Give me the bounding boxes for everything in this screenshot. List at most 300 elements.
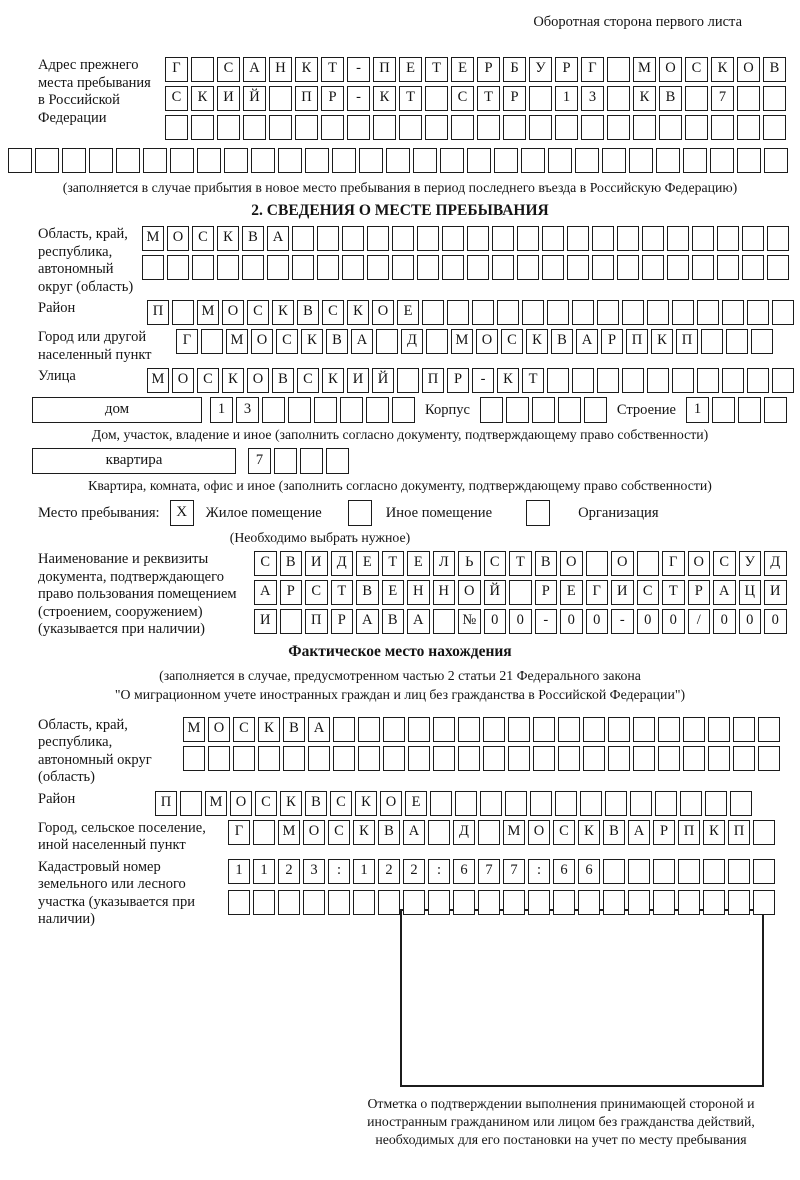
char-box[interactable]: 0 xyxy=(713,609,736,634)
char-box[interactable]: М xyxy=(197,300,219,325)
char-box[interactable] xyxy=(483,746,505,771)
char-box[interactable] xyxy=(710,148,734,173)
char-box[interactable]: Р xyxy=(477,57,500,82)
char-box[interactable] xyxy=(453,890,475,915)
char-box[interactable]: Г xyxy=(581,57,604,82)
char-box[interactable]: С xyxy=(254,551,277,576)
char-box[interactable] xyxy=(680,791,702,816)
char-box[interactable]: 2 xyxy=(378,859,400,884)
char-box[interactable]: К xyxy=(322,368,344,393)
char-box[interactable] xyxy=(392,255,414,280)
house-type-input[interactable]: дом xyxy=(32,397,202,423)
char-box[interactable] xyxy=(728,859,750,884)
char-box[interactable] xyxy=(653,890,675,915)
char-box[interactable] xyxy=(288,397,311,423)
char-box[interactable]: Т xyxy=(477,86,500,111)
char-box[interactable] xyxy=(467,226,489,251)
char-box[interactable]: К xyxy=(217,226,239,251)
char-box[interactable] xyxy=(170,148,194,173)
char-box[interactable]: : xyxy=(328,859,350,884)
char-box[interactable] xyxy=(633,115,656,140)
char-box[interactable] xyxy=(683,717,705,742)
char-box[interactable] xyxy=(753,890,775,915)
char-box[interactable]: В xyxy=(378,820,400,845)
char-box[interactable]: В xyxy=(326,329,348,354)
char-box[interactable]: О xyxy=(303,820,325,845)
char-box[interactable] xyxy=(628,890,650,915)
char-box[interactable] xyxy=(308,746,330,771)
char-box[interactable] xyxy=(303,890,325,915)
char-box[interactable]: 0 xyxy=(586,609,609,634)
char-box[interactable]: С xyxy=(328,820,350,845)
char-box[interactable] xyxy=(747,300,769,325)
char-box[interactable]: В xyxy=(356,580,379,605)
char-box[interactable] xyxy=(408,746,430,771)
char-box[interactable] xyxy=(633,746,655,771)
char-box[interactable] xyxy=(433,609,456,634)
char-box[interactable]: О xyxy=(737,57,760,82)
char-box[interactable] xyxy=(658,746,680,771)
char-box[interactable] xyxy=(703,859,725,884)
char-box[interactable] xyxy=(383,746,405,771)
char-box[interactable]: Е xyxy=(356,551,379,576)
char-box[interactable] xyxy=(528,890,550,915)
char-box[interactable] xyxy=(685,115,708,140)
char-box[interactable]: 2 xyxy=(278,859,300,884)
char-box[interactable] xyxy=(426,329,448,354)
char-box[interactable]: Й xyxy=(372,368,394,393)
char-box[interactable]: П xyxy=(295,86,318,111)
char-box[interactable] xyxy=(8,148,32,173)
char-box[interactable]: К xyxy=(258,717,280,742)
char-box[interactable] xyxy=(428,890,450,915)
char-box[interactable] xyxy=(267,255,289,280)
char-box[interactable] xyxy=(167,255,189,280)
char-box[interactable]: У xyxy=(529,57,552,82)
char-box[interactable]: Т xyxy=(425,57,448,82)
char-box[interactable] xyxy=(392,397,415,423)
char-box[interactable]: К xyxy=(651,329,673,354)
char-box[interactable]: А xyxy=(267,226,289,251)
char-box[interactable]: 2 xyxy=(403,859,425,884)
char-box[interactable] xyxy=(672,368,694,393)
char-box[interactable] xyxy=(607,57,630,82)
char-box[interactable] xyxy=(763,86,786,111)
char-box[interactable] xyxy=(425,86,448,111)
char-box[interactable]: П xyxy=(678,820,700,845)
char-box[interactable]: 0 xyxy=(637,609,660,634)
char-box[interactable] xyxy=(378,890,400,915)
char-box[interactable]: Г xyxy=(165,57,188,82)
char-box[interactable] xyxy=(217,115,240,140)
char-box[interactable]: Б xyxy=(503,57,526,82)
char-box[interactable] xyxy=(708,746,730,771)
char-box[interactable] xyxy=(607,115,630,140)
char-box[interactable] xyxy=(517,226,539,251)
char-box[interactable]: М xyxy=(451,329,473,354)
char-box[interactable] xyxy=(763,115,786,140)
char-box[interactable] xyxy=(314,397,337,423)
char-box[interactable] xyxy=(477,115,500,140)
char-box[interactable]: Н xyxy=(407,580,430,605)
char-box[interactable]: Р xyxy=(280,580,303,605)
char-box[interactable] xyxy=(332,148,356,173)
char-box[interactable] xyxy=(440,148,464,173)
char-box[interactable] xyxy=(358,717,380,742)
char-box[interactable] xyxy=(333,746,355,771)
char-box[interactable] xyxy=(733,746,755,771)
char-box[interactable]: О xyxy=(251,329,273,354)
char-box[interactable] xyxy=(583,717,605,742)
char-box[interactable]: А xyxy=(356,609,379,634)
char-box[interactable] xyxy=(692,226,714,251)
char-box[interactable] xyxy=(653,859,675,884)
char-box[interactable]: О xyxy=(380,791,402,816)
char-box[interactable]: - xyxy=(472,368,494,393)
char-box[interactable] xyxy=(191,115,214,140)
char-box[interactable] xyxy=(228,890,250,915)
char-box[interactable] xyxy=(251,148,275,173)
char-box[interactable]: Г xyxy=(586,580,609,605)
char-box[interactable] xyxy=(172,300,194,325)
char-box[interactable] xyxy=(392,226,414,251)
apartment-type-input[interactable]: квартира xyxy=(32,448,236,474)
char-box[interactable] xyxy=(617,226,639,251)
char-box[interactable]: О xyxy=(167,226,189,251)
char-box[interactable] xyxy=(269,86,292,111)
char-box[interactable] xyxy=(317,226,339,251)
char-box[interactable]: К xyxy=(578,820,600,845)
char-box[interactable] xyxy=(508,746,530,771)
char-box[interactable] xyxy=(262,397,285,423)
char-box[interactable]: В xyxy=(280,551,303,576)
char-box[interactable]: 7 xyxy=(248,448,271,474)
char-box[interactable] xyxy=(472,300,494,325)
char-box[interactable]: - xyxy=(535,609,558,634)
char-box[interactable] xyxy=(542,255,564,280)
char-box[interactable] xyxy=(492,255,514,280)
char-box[interactable] xyxy=(605,791,627,816)
char-box[interactable]: А xyxy=(403,820,425,845)
char-box[interactable]: А xyxy=(254,580,277,605)
char-box[interactable]: К xyxy=(353,820,375,845)
char-box[interactable] xyxy=(89,148,113,173)
char-box[interactable] xyxy=(558,746,580,771)
char-box[interactable] xyxy=(451,115,474,140)
char-box[interactable] xyxy=(433,746,455,771)
char-box[interactable] xyxy=(717,255,739,280)
char-box[interactable] xyxy=(522,300,544,325)
char-box[interactable]: 7 xyxy=(478,859,500,884)
char-box[interactable] xyxy=(672,300,694,325)
char-box[interactable] xyxy=(483,717,505,742)
char-box[interactable]: Т xyxy=(522,368,544,393)
char-box[interactable]: С xyxy=(276,329,298,354)
char-box[interactable]: В xyxy=(763,57,786,82)
char-box[interactable] xyxy=(347,115,370,140)
char-box[interactable]: А xyxy=(576,329,598,354)
char-box[interactable] xyxy=(548,148,572,173)
char-box[interactable]: С xyxy=(322,300,344,325)
char-box[interactable] xyxy=(733,717,755,742)
char-box[interactable]: С xyxy=(553,820,575,845)
char-box[interactable] xyxy=(358,746,380,771)
char-box[interactable]: В xyxy=(242,226,264,251)
char-box[interactable]: - xyxy=(347,57,370,82)
char-box[interactable]: Г xyxy=(176,329,198,354)
char-box[interactable]: Т xyxy=(662,580,685,605)
char-box[interactable]: И xyxy=(764,580,787,605)
char-box[interactable] xyxy=(575,148,599,173)
char-box[interactable]: А xyxy=(628,820,650,845)
char-box[interactable] xyxy=(658,717,680,742)
char-box[interactable] xyxy=(567,226,589,251)
char-box[interactable] xyxy=(767,255,789,280)
char-box[interactable] xyxy=(697,368,719,393)
char-box[interactable]: Н xyxy=(269,57,292,82)
char-box[interactable] xyxy=(630,791,652,816)
char-box[interactable]: Р xyxy=(331,609,354,634)
char-box[interactable] xyxy=(555,791,577,816)
char-box[interactable] xyxy=(764,397,787,423)
char-box[interactable] xyxy=(224,148,248,173)
char-box[interactable]: 1 xyxy=(228,859,250,884)
char-box[interactable] xyxy=(583,746,605,771)
char-box[interactable]: Г xyxy=(228,820,250,845)
char-box[interactable] xyxy=(602,148,626,173)
char-box[interactable]: К xyxy=(373,86,396,111)
char-box[interactable] xyxy=(506,397,529,423)
char-box[interactable]: 3 xyxy=(303,859,325,884)
char-box[interactable]: И xyxy=(347,368,369,393)
char-box[interactable] xyxy=(738,397,761,423)
char-box[interactable] xyxy=(751,329,773,354)
char-box[interactable] xyxy=(581,115,604,140)
char-box[interactable] xyxy=(628,859,650,884)
char-box[interactable] xyxy=(683,746,705,771)
char-box[interactable] xyxy=(772,368,794,393)
char-box[interactable] xyxy=(629,148,653,173)
char-box[interactable] xyxy=(180,791,202,816)
char-box[interactable]: П xyxy=(305,609,328,634)
char-box[interactable] xyxy=(417,255,439,280)
char-box[interactable] xyxy=(655,791,677,816)
char-box[interactable] xyxy=(758,746,780,771)
char-box[interactable] xyxy=(597,368,619,393)
char-box[interactable]: В xyxy=(305,791,327,816)
char-box[interactable]: П xyxy=(373,57,396,82)
char-box[interactable] xyxy=(521,148,545,173)
char-box[interactable] xyxy=(458,717,480,742)
char-box[interactable] xyxy=(497,300,519,325)
char-box[interactable] xyxy=(529,115,552,140)
char-box[interactable] xyxy=(701,329,723,354)
char-box[interactable] xyxy=(572,300,594,325)
char-box[interactable] xyxy=(728,890,750,915)
char-box[interactable]: Е xyxy=(405,791,427,816)
char-box[interactable]: К xyxy=(633,86,656,111)
char-box[interactable]: С xyxy=(233,717,255,742)
char-box[interactable]: С xyxy=(165,86,188,111)
char-box[interactable]: Ь xyxy=(458,551,481,576)
char-box[interactable] xyxy=(326,448,349,474)
char-box[interactable] xyxy=(366,397,389,423)
char-box[interactable] xyxy=(692,255,714,280)
char-box[interactable] xyxy=(558,717,580,742)
char-box[interactable]: 6 xyxy=(553,859,575,884)
char-box[interactable]: А xyxy=(243,57,266,82)
char-box[interactable]: 0 xyxy=(484,609,507,634)
char-box[interactable] xyxy=(359,148,383,173)
char-box[interactable] xyxy=(458,746,480,771)
char-box[interactable] xyxy=(340,397,363,423)
char-box[interactable] xyxy=(253,890,275,915)
char-box[interactable]: С xyxy=(501,329,523,354)
char-box[interactable] xyxy=(300,448,323,474)
char-box[interactable] xyxy=(191,57,214,82)
char-box[interactable]: 7 xyxy=(503,859,525,884)
char-box[interactable] xyxy=(542,226,564,251)
char-box[interactable]: К xyxy=(703,820,725,845)
char-box[interactable] xyxy=(742,226,764,251)
char-box[interactable] xyxy=(430,791,452,816)
char-box[interactable]: А xyxy=(713,580,736,605)
char-box[interactable] xyxy=(467,148,491,173)
char-box[interactable] xyxy=(183,746,205,771)
char-box[interactable]: Т xyxy=(331,580,354,605)
char-box[interactable]: И xyxy=(217,86,240,111)
char-box[interactable] xyxy=(578,890,600,915)
char-box[interactable]: К xyxy=(301,329,323,354)
char-box[interactable] xyxy=(208,746,230,771)
char-box[interactable]: Т xyxy=(399,86,422,111)
char-box[interactable] xyxy=(567,255,589,280)
char-box[interactable] xyxy=(428,820,450,845)
char-box[interactable] xyxy=(758,717,780,742)
char-box[interactable] xyxy=(603,890,625,915)
char-box[interactable] xyxy=(617,255,639,280)
char-box[interactable]: Т xyxy=(509,551,532,576)
char-box[interactable]: М xyxy=(142,226,164,251)
char-box[interactable] xyxy=(376,329,398,354)
char-box[interactable]: М xyxy=(147,368,169,393)
char-box[interactable]: П xyxy=(155,791,177,816)
char-box[interactable]: Т xyxy=(382,551,405,576)
char-box[interactable]: 0 xyxy=(662,609,685,634)
char-box[interactable]: Е xyxy=(407,551,430,576)
char-box[interactable] xyxy=(480,791,502,816)
char-box[interactable] xyxy=(580,791,602,816)
char-box[interactable]: М xyxy=(278,820,300,845)
char-box[interactable] xyxy=(772,300,794,325)
char-box[interactable] xyxy=(321,115,344,140)
char-box[interactable] xyxy=(478,890,500,915)
char-box[interactable]: К xyxy=(347,300,369,325)
char-box[interactable]: 6 xyxy=(453,859,475,884)
char-box[interactable]: К xyxy=(191,86,214,111)
char-box[interactable]: К xyxy=(295,57,318,82)
char-box[interactable]: С xyxy=(247,300,269,325)
char-box[interactable] xyxy=(708,717,730,742)
char-box[interactable]: С xyxy=(305,580,328,605)
char-box[interactable] xyxy=(433,717,455,742)
char-box[interactable]: О xyxy=(659,57,682,82)
char-box[interactable] xyxy=(697,300,719,325)
char-box[interactable] xyxy=(753,820,775,845)
char-box[interactable] xyxy=(201,329,223,354)
char-box[interactable] xyxy=(467,255,489,280)
char-box[interactable] xyxy=(597,300,619,325)
char-box[interactable] xyxy=(592,255,614,280)
char-box[interactable]: С xyxy=(255,791,277,816)
char-box[interactable]: 6 xyxy=(578,859,600,884)
char-box[interactable]: Н xyxy=(433,580,456,605)
char-box[interactable] xyxy=(165,115,188,140)
char-box[interactable] xyxy=(553,890,575,915)
char-box[interactable]: Р xyxy=(653,820,675,845)
char-box[interactable]: 0 xyxy=(739,609,762,634)
char-box[interactable]: П xyxy=(147,300,169,325)
char-box[interactable] xyxy=(269,115,292,140)
char-box[interactable]: С xyxy=(197,368,219,393)
char-box[interactable]: С xyxy=(637,580,660,605)
other-premises-checkbox[interactable] xyxy=(348,500,372,526)
char-box[interactable] xyxy=(116,148,140,173)
char-box[interactable] xyxy=(637,551,660,576)
char-box[interactable] xyxy=(280,609,303,634)
char-box[interactable] xyxy=(642,226,664,251)
char-box[interactable] xyxy=(517,255,539,280)
char-box[interactable] xyxy=(333,717,355,742)
char-box[interactable]: О xyxy=(230,791,252,816)
char-box[interactable] xyxy=(753,859,775,884)
char-box[interactable]: Р xyxy=(535,580,558,605)
char-box[interactable] xyxy=(258,746,280,771)
char-box[interactable] xyxy=(328,890,350,915)
char-box[interactable]: Е xyxy=(451,57,474,82)
char-box[interactable] xyxy=(373,115,396,140)
char-box[interactable] xyxy=(480,397,503,423)
char-box[interactable] xyxy=(422,300,444,325)
char-box[interactable]: С xyxy=(217,57,240,82)
char-box[interactable] xyxy=(647,300,669,325)
char-box[interactable] xyxy=(737,115,760,140)
char-box[interactable] xyxy=(547,300,569,325)
char-box[interactable] xyxy=(197,148,221,173)
char-box[interactable] xyxy=(386,148,410,173)
char-box[interactable]: Л xyxy=(433,551,456,576)
char-box[interactable] xyxy=(678,890,700,915)
char-box[interactable] xyxy=(603,859,625,884)
char-box[interactable]: Д xyxy=(331,551,354,576)
char-box[interactable] xyxy=(712,397,735,423)
char-box[interactable] xyxy=(722,368,744,393)
char-box[interactable]: С xyxy=(192,226,214,251)
char-box[interactable] xyxy=(442,255,464,280)
char-box[interactable]: Р xyxy=(601,329,623,354)
char-box[interactable]: 0 xyxy=(509,609,532,634)
char-box[interactable] xyxy=(703,890,725,915)
char-box[interactable] xyxy=(685,86,708,111)
char-box[interactable] xyxy=(292,255,314,280)
char-box[interactable]: Р xyxy=(503,86,526,111)
char-box[interactable] xyxy=(592,226,614,251)
char-box[interactable]: Р xyxy=(321,86,344,111)
char-box[interactable]: С xyxy=(451,86,474,111)
char-box[interactable] xyxy=(62,148,86,173)
char-box[interactable] xyxy=(399,115,422,140)
char-box[interactable] xyxy=(442,226,464,251)
